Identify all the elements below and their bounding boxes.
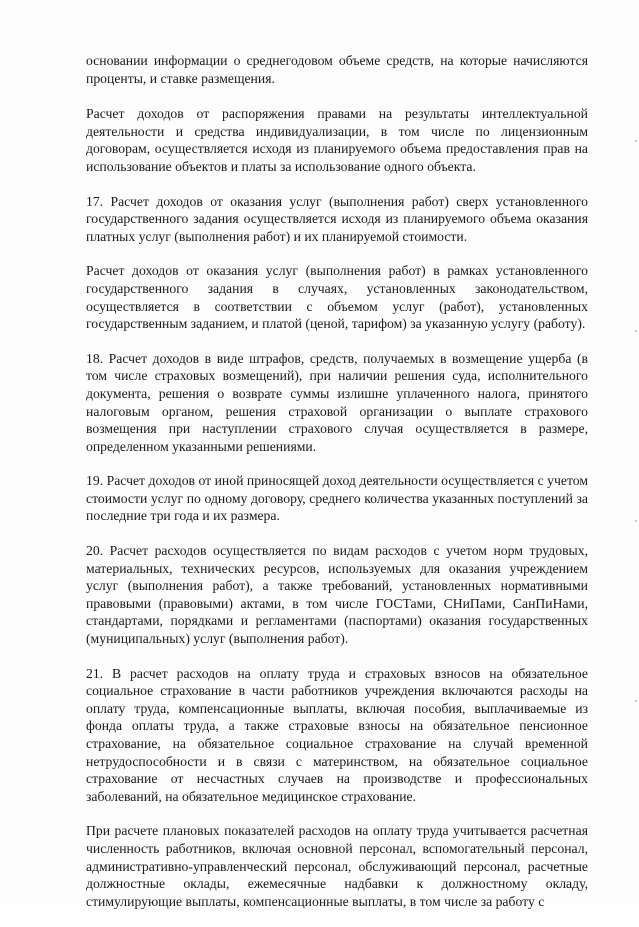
scan-speck xyxy=(635,330,637,332)
paragraph-20-expenses-calculation: 20. Расчет расходов осуществляется по видам расходов с учетом норм трудовых, материальных, технических ресурсов, используемых для оказания учреждением услуг (выполнения работ), а также требований, установленных нормативными правовыми (правовыми) актами, в том числе ГОСТами, СНиПами, СанПиНами, стандартами, порядками и регламентами (паспортами) оказания государственных (муниципальных) услуг (выполнения работ). xyxy=(86,543,588,647)
paragraph-intellectual-property-income: Расчет доходов от распоряжения правами на результаты интеллектуальной деятельности и средства индивидуализации, в том числе по лицензионным договорам, осуществляется исходя из планируемого объема предоставления прав на использование объектов и платы за использование одного объекта. xyxy=(86,106,588,174)
document-body xyxy=(86,52,588,927)
paragraph-state-assignment-income: Расчет доходов от оказания услуг (выполнения работ) в рамках установленного государственного задания в случаях, установленных законодательством, осуществляется в соответствии с объемом услуг (работ), установленных государственным заданием, и платой (ценой, тарифом) за указанную услугу (работу). xyxy=(86,263,588,332)
paragraph-19-other-income: 19. Расчет доходов от иной приносящей доход деятельности осуществляется с учетом стоимости услуг по одному договору, среднего количества указанных поступлений за последние три года и их размера. xyxy=(86,473,588,524)
paragraph-interest-income-end: основании информации о среднегодовом объеме средств, на которые начисляются проценты, и ставке размещения. xyxy=(86,53,588,86)
scan-speck xyxy=(635,140,637,142)
paragraph-17-paid-services-income: 17. Расчет доходов от оказания услуг (выполнения работ) сверх установленного государственного задания осуществляется исходя из планируемого объема оказания платных услуг (выполнения работ) и их планируемой стоимости. xyxy=(86,193,588,244)
paragraph-21-labor-expenses: 21. В расчет расходов на оплату труда и страховых взносов на обязательное социальное страхование в части работников учреждения включаются расходы на оплату труда, компенсационные выплаты, включая пособия, выплачиваемые из фонда оплаты труда, а также страховые взносы на обязательное пенсионное страхование, на обязательное социальное страхование на случай временной нетрудоспособности и в связи с материнством, на обязательное социальное страхование от несчастных случаев на производстве и профессиональных заболеваний, на обязательное медицинское страхование. xyxy=(86,665,588,804)
scan-speck xyxy=(635,700,637,702)
paragraph-planned-labor-indicators: При расчете плановых показателей расходов на оплату труда учитывается расчетная численность работников, включая основной персонал, вспомогательный персонал, административно-управленческий персонал, обслуживающий персонал, расчетные должностные оклады, ежемесячные надбавки к должностному окладу, стимулирующие выплаты, компенсационные выплаты, в том числе за работу с xyxy=(86,823,588,909)
paragraph-18-fines-income: 18. Расчет доходов в виде штрафов, средств, получаемых в возмещение ущерба (в том числе страховых возмещений), при наличии решения суда, исполнительного документа, решения о возврате суммы излишне уплаченного налога, принятого налоговым органом, решения страховой организации о выплате страхового возмещения при наступлении страхового случая осуществляется в размере, определенном указанными решениями. xyxy=(86,350,588,454)
scan-speck xyxy=(635,520,637,522)
